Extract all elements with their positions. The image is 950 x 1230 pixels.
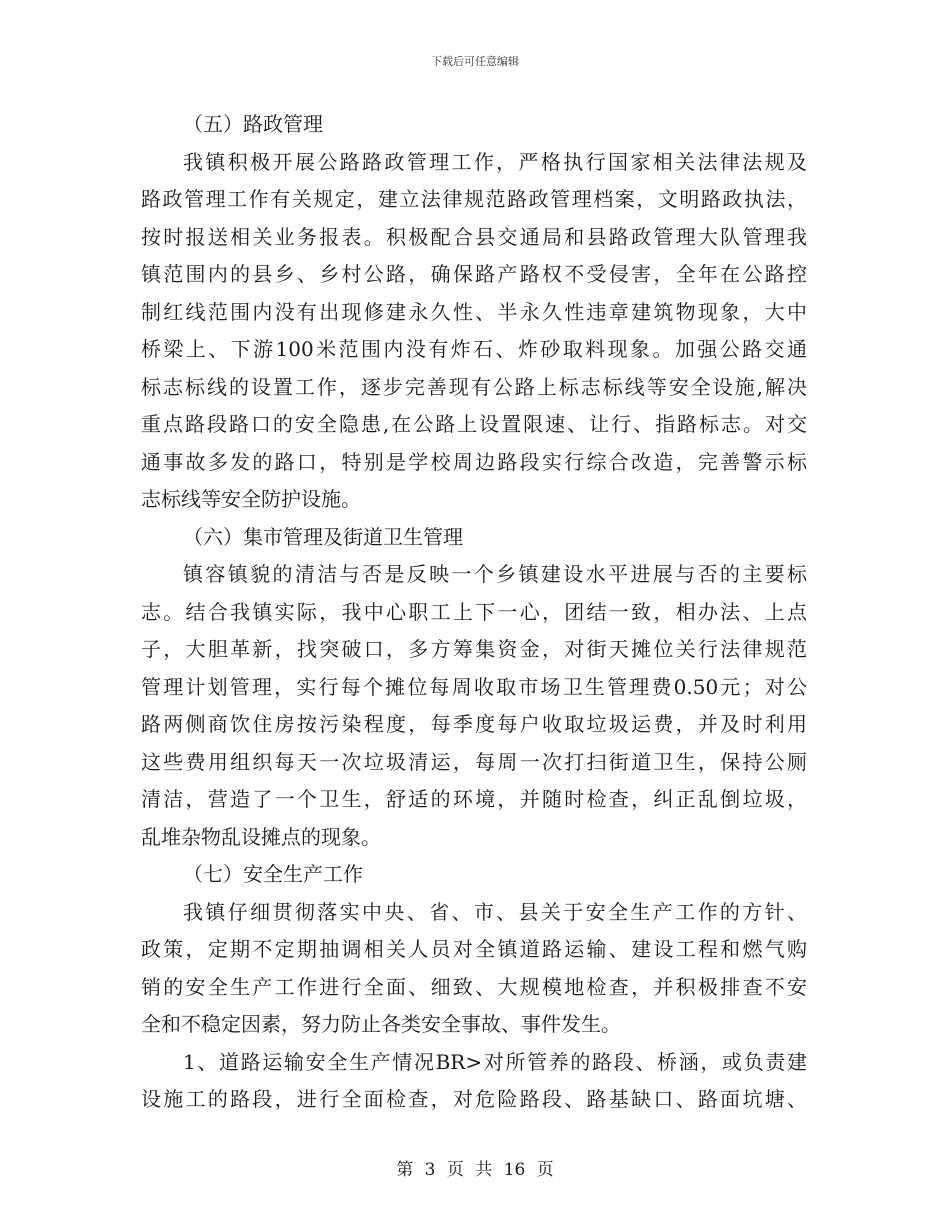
page-header-note: 下载后可任意编辑 (431, 55, 519, 68)
section-heading-6: （六）集市管理及街道卫生管理 (183, 524, 463, 549)
paragraph-line: 清洁，营造了一个卫生，舒适的环境，并随时检查，纠正乱倒垃圾， (141, 787, 807, 811)
paragraph-line: 志标线等安全防护设施。 (141, 487, 361, 511)
paragraph-line: 设施工的路段，进行全面检查，对危险路段、路基缺口、路面坑塘、 (141, 1087, 807, 1111)
paragraph-line: 乱堆杂物乱设摊点的现象。 (141, 824, 381, 849)
paragraph-line: 桥梁上、下游100米范围内没有炸石、炸砂取料现象。加强公路交通 (141, 337, 807, 361)
paragraph-line: 我镇仔细贯彻落实中央、省、市、县关于安全生产工作的方针、 (183, 899, 807, 924)
paragraph-line: 镇容镇貌的清洁与否是反映一个乡镇建设水平进展与否的主要标 (183, 562, 807, 586)
paragraph-line: 志。结合我镇实际，我中心职工上下一心，团结一致，相办法、上点 (141, 599, 807, 624)
paragraph-line: 子，大胆革新，找突破口，多方筹集资金，对街天摊位关行法律规范 (141, 637, 807, 661)
page-number-footer: 第 3 页 共 16 页 (396, 1160, 554, 1180)
paragraph-line: 政策，定期不定期抽调相关人员对全镇道路运输、建设工程和燃气购 (141, 937, 807, 961)
paragraph-line: 1、道路运输安全生产情况BR>对所管养的路段、桥涵，或负责建 (183, 1049, 807, 1074)
paragraph-line: 销的安全生产工作进行全面、细致、大规模地检查，并积极排查不安 (141, 974, 807, 999)
document-body (141, 106, 807, 1119)
paragraph-line: 通事故多发的路口，特别是学校周边路段实行综合改造，完善警示标 (141, 449, 807, 474)
paragraph-line: 制红线范围内没有出现修建永久性、半永久性违章建筑物现象，大中 (141, 299, 807, 324)
paragraph-line: 管理计划管理，实行每个摊位每周收取市场卫生管理费0.50元；对公 (141, 674, 807, 699)
section-heading-5: （五）路政管理 (183, 112, 323, 136)
paragraph-line: 标志标线的设置工作，逐步完善现有公路上标志标线等安全设施,解决 (141, 374, 807, 399)
paragraph-line: 这些费用组织每天一次垃圾清运，每周一次打扫街道卫生，保持公厕 (141, 749, 807, 774)
paragraph-line: 路两侧商饮住房按污染程度，每季度每户收取垃圾运费，并及时利用 (141, 712, 807, 736)
paragraph-line: 镇范围内的县乡、乡村公路，确保路产路权不受侵害，全年在公路控 (141, 262, 807, 286)
paragraph-line: 我镇积极开展公路路政管理工作，严格执行国家相关法律法规及 (183, 149, 807, 174)
paragraph-line: 路政管理工作有关规定，建立法律规范路政管理档案，文明路政执法， (141, 187, 807, 211)
paragraph-line: 全和不稳定因素，努力防止各类安全事故、事件发生。 (141, 1012, 621, 1036)
paragraph-line: 按时报送相关业务报表。积极配合县交通局和县路政管理大队管理我 (141, 224, 807, 249)
paragraph-line: 重点路段路口的安全隐患,在公路上设置限速、让行、指路标志。对交 (141, 412, 807, 436)
section-heading-7: （七）安全生产工作 (183, 862, 363, 886)
